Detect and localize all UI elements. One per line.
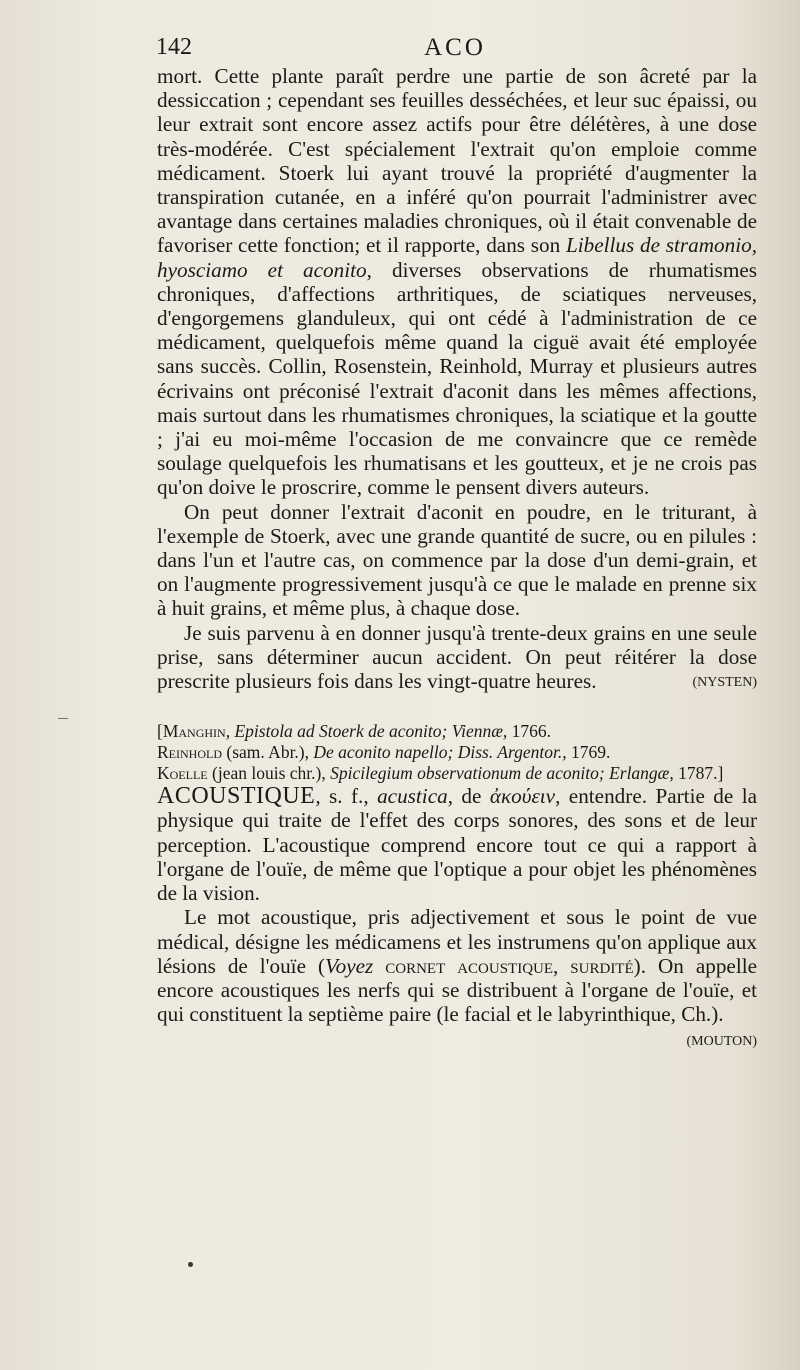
page-header bbox=[150, 34, 760, 68]
reference-item: [Manghin, Epistola ad Stoerk de aconito; Viennæ, 1766. bbox=[157, 721, 552, 742]
page-body bbox=[157, 64, 757, 1055]
italic-title: Libellus de stramonio, hyosciamo et aconito bbox=[157, 233, 757, 282]
page-number: 142 bbox=[156, 34, 192, 60]
reference-item: Koelle (jean louis chr.), Spicilegium observationum de aconito; Erlangæ, 1787.] bbox=[157, 763, 724, 784]
headword: ACOUSTIQUE bbox=[157, 783, 316, 810]
paragraph: mort. Cette plante paraît perdre une partie de son âcreté par la dessiccation ; cependant ses feuilles desséchées, et leur suc épaissi, ou leur extrait sont encore assez actifs pour être délétères, à une dose très-modérée. C'est spécialement l'extrait qu'on emploie comme médicament. Stoerk lui ayant trouvé la propriété d'augmenter la transpiration cutanée, en a inféré qu'on pourrait l'administrer avec avantage dans certaines maladies chroniques, où il était convenable de favoriser cette fonction; et il rapporte, dans son Libellus de stramonio, hyosciamo et aconito, diverses observations de rhumatismes chroniques, d'affections arthritiques, de sciatiques nerveuses, d'engorgemens glanduleux, qui ont cédé à l'administration de ce médicament, quelquefois même quand la ciguë avait été employée sans succès. Collin, Rosenstein, Reinhold, Murray et plusieurs autres écrivains ont préconisé l'extrait d'aconit dans les mêmes affections, mais surtout dans les rhumatismes chroniques, la sciatique et la goutte ; j'ai eu moi-même l'occasion de me convaincre que ce remède soulage quelquefois les rhumatisans et les goutteux, et je ne crois pas qu'on doive le proscrire, comme le pensent divers auteurs. bbox=[157, 64, 757, 500]
margin-mark bbox=[58, 718, 68, 719]
article-entry: ACOUSTIQUE, s. f., acustica, de ἀκούειν, entendre. Partie de la physique qui traite de l'effet des corps sonores, des sons et de leur perception. L'acoustique comprend encore tout ce qui a rapport à l'organe de l'ouïe, de même que l'optique a pour objet les phénomènes de la vision. bbox=[157, 783, 757, 906]
author-signature: (NYSTEN) bbox=[692, 675, 757, 691]
references bbox=[157, 721, 757, 784]
paragraph: On peut donner l'extrait d'aconit en poudre, en le triturant, à l'exemple de Stoerk, avec une grande quantité de sucre, ou en pilules : dans l'un et l'autre cas, on commence par la dose d'un demi-grain, et on l'augmente progressivement jusqu'à ce que le malade en prenne six à huit grains, et même plus, à chaque dose. bbox=[157, 499, 757, 621]
paragraph: Le mot acoustique, pris adjectivement et sous le point de vue médical, désigne les médicamens et les instrumens qu'on applique aux lésions de l'ouïe (Voyez cornet acoustique, surdité). On appelle encore acoustiques les nerfs qui se distribuent à l'organe de l'ouïe, et qui constituent la septième paire (le facial et le labyrinthique, Ch.). (MOUTON) bbox=[157, 905, 757, 1026]
running-head: ACO bbox=[424, 34, 486, 61]
paragraph: Je suis parvenu à en donner jusqu'à trente-deux grains en une seule prise, sans déterminer aucun accident. On peut réitérer la dose prescrite plusieurs fois dans les vingt-quatre heures. (NYSTEN) bbox=[157, 621, 757, 694]
cross-reference: cornet acoustique, surdité bbox=[373, 953, 634, 978]
ink-spot bbox=[188, 1262, 193, 1267]
greek-word: ἀκούειν bbox=[489, 784, 556, 809]
reference-item: Reinhold (sam. Abr.), De aconito napello; Diss. Argentor., 1769. bbox=[157, 742, 611, 763]
author-signature: (MOUTON) bbox=[686, 1034, 757, 1050]
